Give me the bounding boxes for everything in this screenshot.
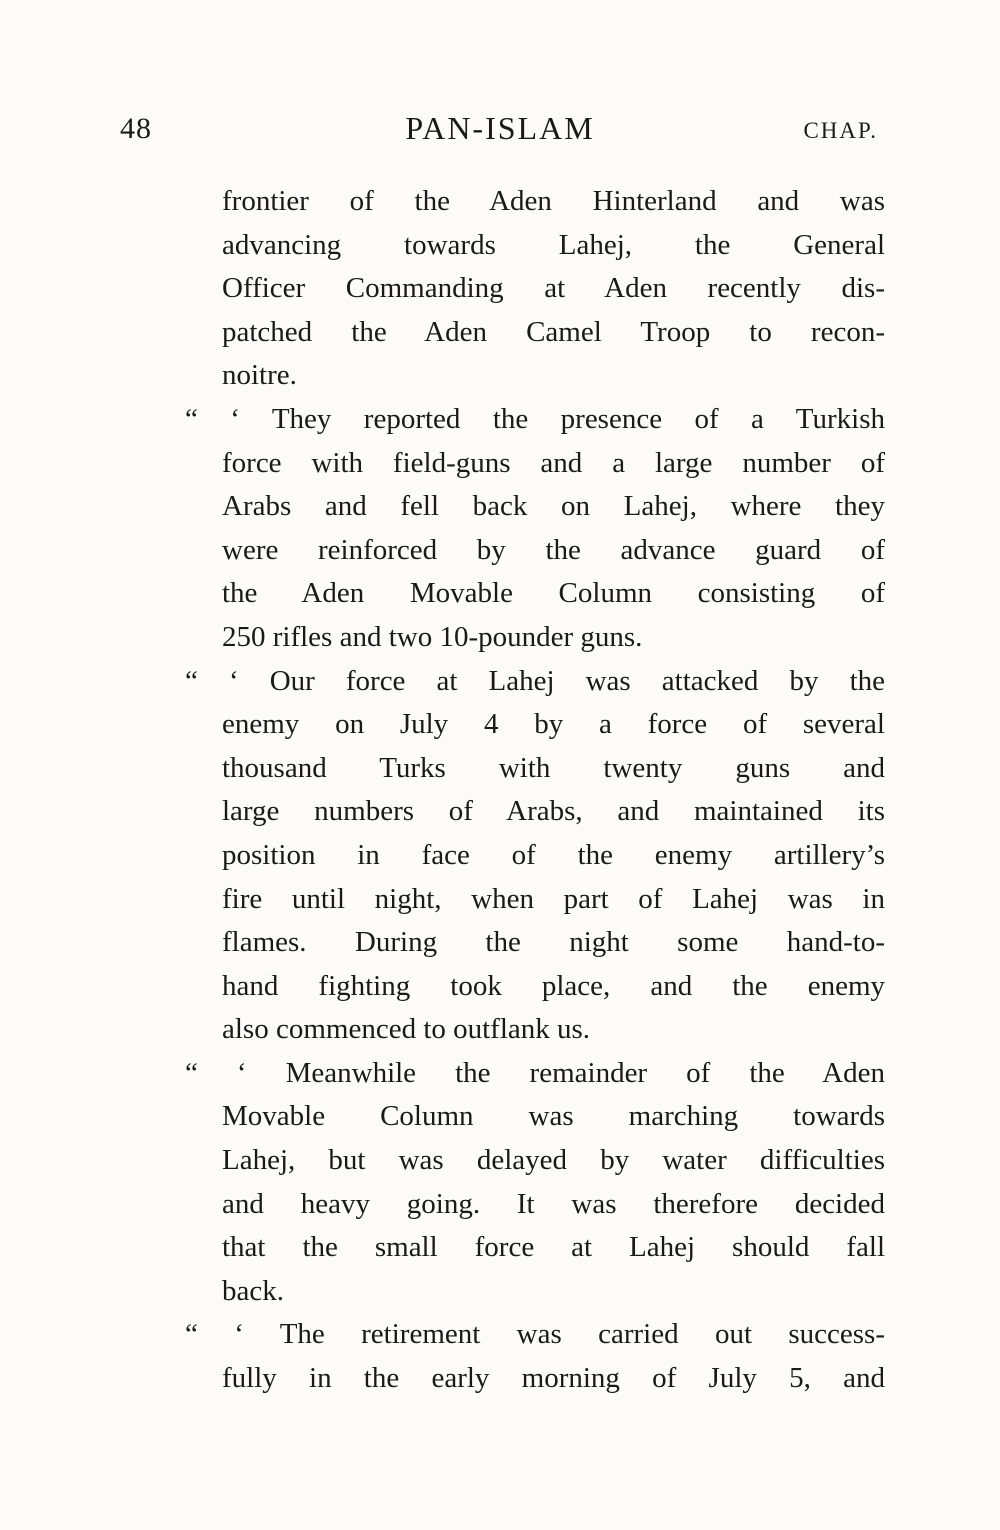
text-line: Movable Column was marching towards [222, 1100, 885, 1133]
text-line: and heavy going. It was therefore decided [222, 1187, 885, 1220]
paragraph [185, 398, 885, 660]
text-line: fully in the early morning of July 5, and [222, 1362, 885, 1395]
text-line: flames. During the night some hand-to- [222, 926, 885, 959]
paragraph [185, 1313, 885, 1400]
text-line: fire until night, when part of Lahej was in [222, 882, 885, 915]
text-line: back. [222, 1274, 284, 1307]
paragraph [222, 180, 885, 398]
text-line: noitre. [222, 359, 297, 392]
text-line: Arabs and fell back on Lahej, where they [222, 490, 885, 523]
page-header [0, 110, 1000, 154]
text-line: also commenced to outflank us. [222, 1013, 591, 1046]
text-line: thousand Turks with twenty guns and [222, 751, 885, 784]
paragraph [185, 660, 885, 1052]
text-line: position in face of the enemy artillery’s [222, 838, 885, 871]
text-line: “ ‘ Meanwhile the remainder of the Aden [185, 1056, 885, 1089]
page-number: 48 [120, 112, 152, 145]
text-line: Lahej, but was delayed by water difficulties [222, 1144, 885, 1177]
text-line: force with field-guns and a large number of [222, 446, 885, 479]
text-line: were reinforced by the advance guard of [222, 533, 885, 566]
text-line: “ ‘ The retirement was carried out success- [185, 1318, 885, 1351]
chapter-header-label: CHAP. [803, 118, 878, 143]
text-line: 250 rifles and two 10-pounder guns. [222, 620, 643, 653]
text-line: patched the Aden Camel Troop to recon- [222, 315, 885, 348]
text-line: “ ‘ They reported the presence of a Turkish [185, 402, 885, 435]
text-line: enemy on July 4 by a force of several [222, 708, 885, 741]
text-line: frontier of the Aden Hinterland and was [222, 185, 885, 217]
text-body [185, 180, 885, 1401]
text-line: Officer Commanding at Aden recently dis- [222, 272, 885, 305]
text-line: advancing towards Lahej, the General [222, 228, 885, 261]
text-line: large numbers of Arabs, and maintained its [222, 795, 885, 828]
text-line: hand fighting took place, and the enemy [222, 969, 885, 1002]
text-line: the Aden Movable Column consisting of [222, 577, 885, 610]
running-title: PAN-ISLAM [405, 110, 595, 146]
text-line: that the small force at Lahej should fall [222, 1231, 885, 1264]
text-line: “ ‘ Our force at Lahej was attacked by the [185, 664, 885, 697]
paragraph [185, 1052, 885, 1314]
